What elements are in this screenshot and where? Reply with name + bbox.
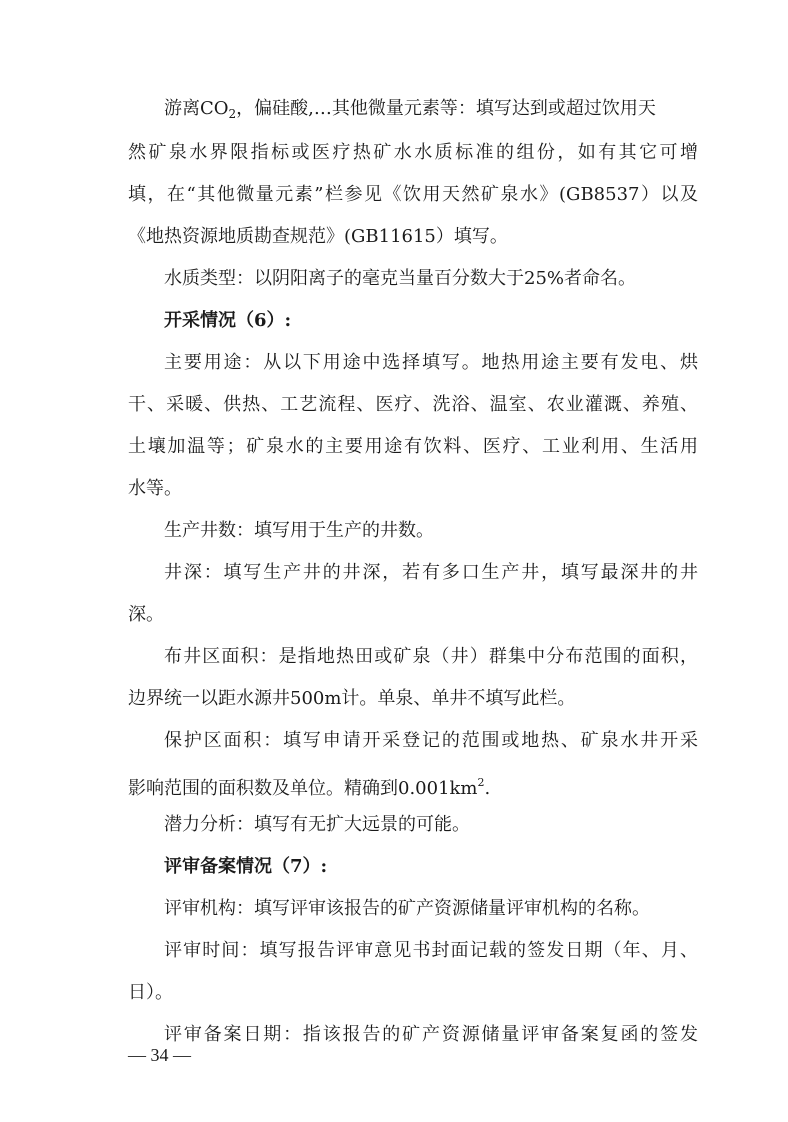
paragraph-line: 影响范围的面积数及单位。精确到0.001km2.	[128, 776, 491, 799]
paragraph-line: 水质类型：以阴阳离子的毫克当量百分数大于25%者命名。	[164, 268, 637, 289]
paragraph-line: 生产井数：填写用于生产的井数。	[164, 520, 434, 541]
paragraph-line: 布井区面积：是指地热田或矿泉（井）群集中分布范围的面积，	[164, 646, 698, 667]
paragraph-line: 潜力分析：填写有无扩大远景的可能。	[164, 814, 470, 835]
paragraph-line: 边界统一以距水源井500m计。单泉、单井不填写此栏。	[128, 688, 576, 709]
paragraph-line: 评审备案日期：指该报告的矿产资源储量评审备案复函的签发	[164, 1024, 698, 1045]
paragraph-line: 评审机构：填写评审该报告的矿产资源储量评审机构的名称。	[164, 898, 650, 919]
paragraph-line: 填，在“其他微量元素”栏参见《饮用天然矿泉水》(GB8537）以及	[128, 184, 698, 205]
paragraph-line: 评审时间：填写报告评审意见书封面记载的签发日期（年、月、	[164, 940, 698, 961]
paragraph-line: 井深：填写生产井的井深，若有多口生产井，填写最深井的井	[164, 562, 698, 583]
section-heading: 开采情况（6）:	[164, 310, 292, 331]
page-number: — 34 —	[128, 1045, 191, 1065]
paragraph-line: 深。	[128, 604, 164, 625]
paragraph-line: 日）。	[128, 982, 173, 1003]
paragraph-line: 《地热资源地质勘查规范》(GB11615）填写。	[128, 226, 508, 247]
paragraph-line: 主要用途：从以下用途中选择填写。地热用途主要有发电、烘	[164, 352, 698, 373]
paragraph-line: 游离CO2，偏硅酸,…其他微量元素等：填写达到或超过饮用天	[164, 98, 656, 121]
paragraph-line: 干、采暖、供热、工艺流程、医疗、洗浴、温室、农业灌溉、养殖、	[128, 394, 698, 415]
paragraph-line: 水等。	[128, 478, 182, 499]
paragraph-line: 土壤加温等；矿泉水的主要用途有饮料、医疗、工业利用、生活用	[128, 436, 698, 457]
paragraph-line: 然矿泉水界限指标或医疗热矿水水质标准的组份，如有其它可增	[128, 142, 698, 163]
section-heading: 评审备案情况（7）:	[164, 856, 328, 877]
paragraph-line: 保护区面积：填写申请开采登记的范围或地热、矿泉水井开采	[164, 730, 698, 751]
